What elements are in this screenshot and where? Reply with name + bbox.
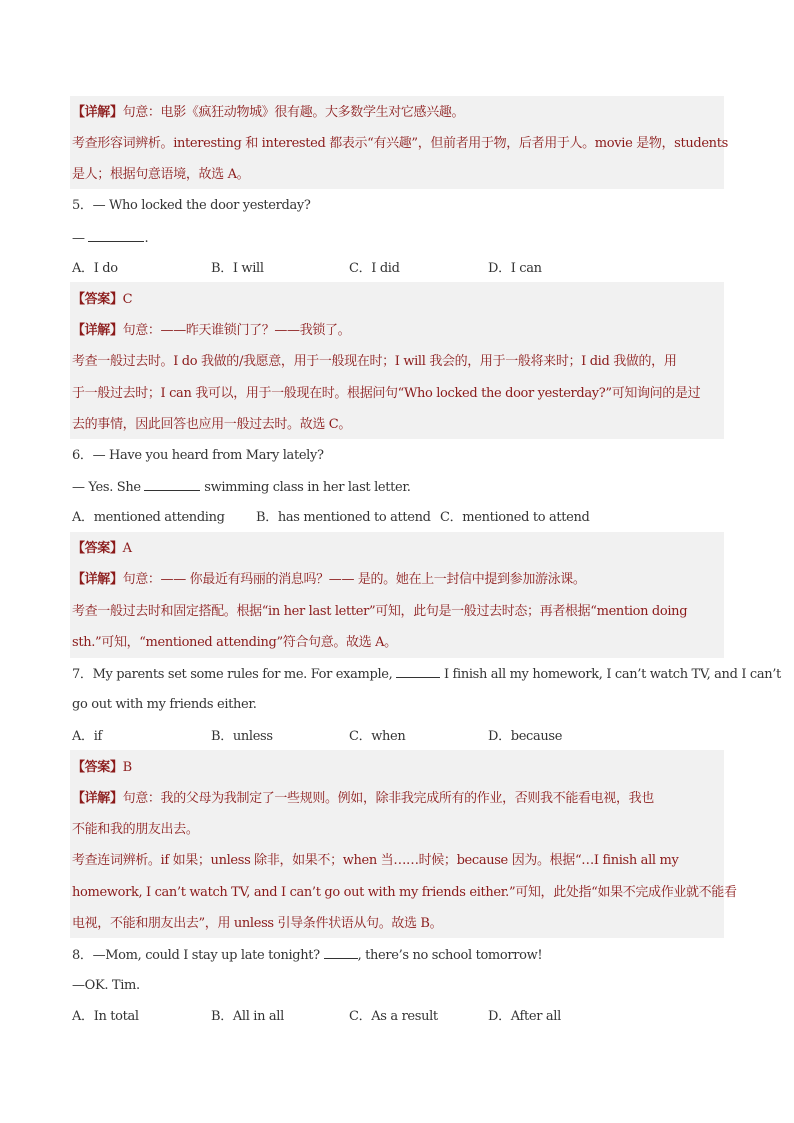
- q6-answer: A: [122, 541, 132, 556]
- q5-option-c: C．I did: [349, 261, 400, 276]
- q5-detail-line: [72, 322, 724, 340]
- q5-option-b: B．I will: [211, 261, 264, 276]
- q5-reply-suffix: .: [144, 231, 149, 246]
- q7-answer-line: [72, 759, 724, 777]
- q7-stem-line-2: go out with my friends either.: [72, 697, 257, 712]
- q4-analysis-line-2: 是人；根据句意语境，故选 A。: [72, 167, 250, 182]
- q6-reply-line: [72, 478, 724, 497]
- q6-analysis-line-1: 考查一般过去时和固定搭配。根据“in her last letter”可知，此句是一般过去时态；再者根据“mention doing: [72, 604, 688, 619]
- q6-detail-line: [72, 571, 724, 589]
- q6-blank: [144, 478, 200, 491]
- q8-option-d: D．After all: [488, 1009, 561, 1024]
- q5-blank: [88, 229, 144, 242]
- q7-detail-line-2: 不能和我的朋友出去。: [72, 822, 199, 837]
- q7-analysis-line-3: 电视，不能和朋友出去”，用 unless 引导条件状语从句。故选 B。: [72, 916, 443, 931]
- q6-reply-prefix: — Yes. She: [72, 480, 145, 495]
- q5-option-a: A．I do: [72, 261, 118, 276]
- q5-analysis-line-2: 于一般过去时；I can 我可以，用于一般现在时。根据问句“Who locked the door yesterday?”可知询问的是过: [72, 386, 701, 401]
- q5-stem: 5．— Who locked the door yesterday?: [72, 198, 311, 213]
- q5-analysis-line-1: 考查一般过去时。I do 我做的/我愿意，用于一般现在时；I will 我会的，用于一般将来时；I did 我做的，用: [72, 354, 677, 369]
- detail-label: 【详解】: [72, 572, 123, 587]
- detail-label: 【详解】: [72, 791, 123, 806]
- q6-reply-suffix: swimming class in her last letter.: [200, 480, 411, 495]
- q5-analysis-line-3: 去的事情，因此回答也应用一般过去时。故选 C。: [72, 417, 352, 432]
- q5-answer-line: [72, 291, 724, 309]
- q8-option-a: A．In total: [72, 1009, 139, 1024]
- q5-detail-text: 句意：——昨天谁锁门了？——我锁了。: [122, 323, 351, 338]
- q7-detail-text: 句意：我的父母为我制定了一些规则。例如，除非我完成所有的作业，否则我不能看电视，我也: [122, 791, 654, 806]
- q8-option-c: C．As a result: [349, 1009, 438, 1024]
- q6-option-b: B．has mentioned to attend: [256, 510, 431, 525]
- q7-option-a: A．if: [72, 729, 102, 744]
- answer-label: 【答案】: [72, 541, 123, 556]
- q8-reply: —OK. Tim.: [72, 978, 140, 993]
- detail-label: 【详解】: [72, 323, 123, 338]
- q6-option-c: C．mentioned to attend: [440, 510, 590, 525]
- q8-option-b: B．All in all: [211, 1009, 284, 1024]
- q7-analysis-line-2: homework, I can’t watch TV, and I can’t go out with my friends either.”可知，此处指“如果不完成作业就不能看: [72, 885, 737, 900]
- q7-blank: [396, 665, 440, 678]
- q8-stem-prefix: 8．—Mom, could I stay up late tonight?: [72, 948, 324, 963]
- q8-stem: [72, 946, 724, 965]
- q5-option-d: D．I can: [488, 261, 542, 276]
- q8-stem-suffix: , there’s no school tomorrow!: [357, 948, 543, 963]
- q7-stem-prefix: 7．My parents set some rules for me. For example,: [72, 667, 397, 682]
- q6-option-a: A．mentioned attending: [72, 510, 225, 525]
- q7-stem-suffix: I finish all my homework, I can’t watch TV, and I can’t: [440, 667, 781, 682]
- answer-label: 【答案】: [72, 760, 123, 775]
- q7-option-c: C．when: [349, 729, 406, 744]
- q5-reply-prefix: —: [72, 231, 89, 246]
- q6-stem: 6．— Have you heard from Mary lately?: [72, 448, 324, 463]
- q6-detail-text: 句意：—— 你最近有玛丽的消息吗？—— 是的。她在上一封信中提到参加游泳课。: [122, 572, 586, 587]
- q6-answer-line: [72, 540, 724, 558]
- q4-detail-text: 句意：电影《疯狂动物城》很有趣。大多数学生对它感兴趣。: [122, 105, 465, 120]
- q7-explanation-block: [70, 750, 737, 938]
- detail-label: 【详解】: [72, 105, 123, 120]
- q7-stem-line-1: [72, 665, 781, 684]
- q4-analysis-line-1: 考查形容词辨析。interesting 和 interested 都表示“有兴趣”，但前者用于物，后者用于人。movie 是物，students: [72, 136, 728, 151]
- q5-reply-line: [72, 229, 724, 248]
- q7-option-d: D．because: [488, 729, 563, 744]
- q5-answer: C: [122, 292, 133, 307]
- answer-label: 【答案】: [72, 292, 123, 307]
- q7-option-b: B．unless: [211, 729, 273, 744]
- q7-analysis-line-1: 考查连词辨析。if 如果；unless 除非，如果不；when 当……时候；because 因为。根据“…I finish all my: [72, 853, 679, 868]
- q8-blank: [324, 946, 358, 959]
- q6-analysis-line-2: sth.”可知，“mentioned attending”符合句意。故选 A。: [72, 635, 397, 650]
- q7-answer: B: [122, 760, 132, 775]
- q4-detail-line: [72, 104, 724, 122]
- q7-detail-line-1: [72, 790, 724, 808]
